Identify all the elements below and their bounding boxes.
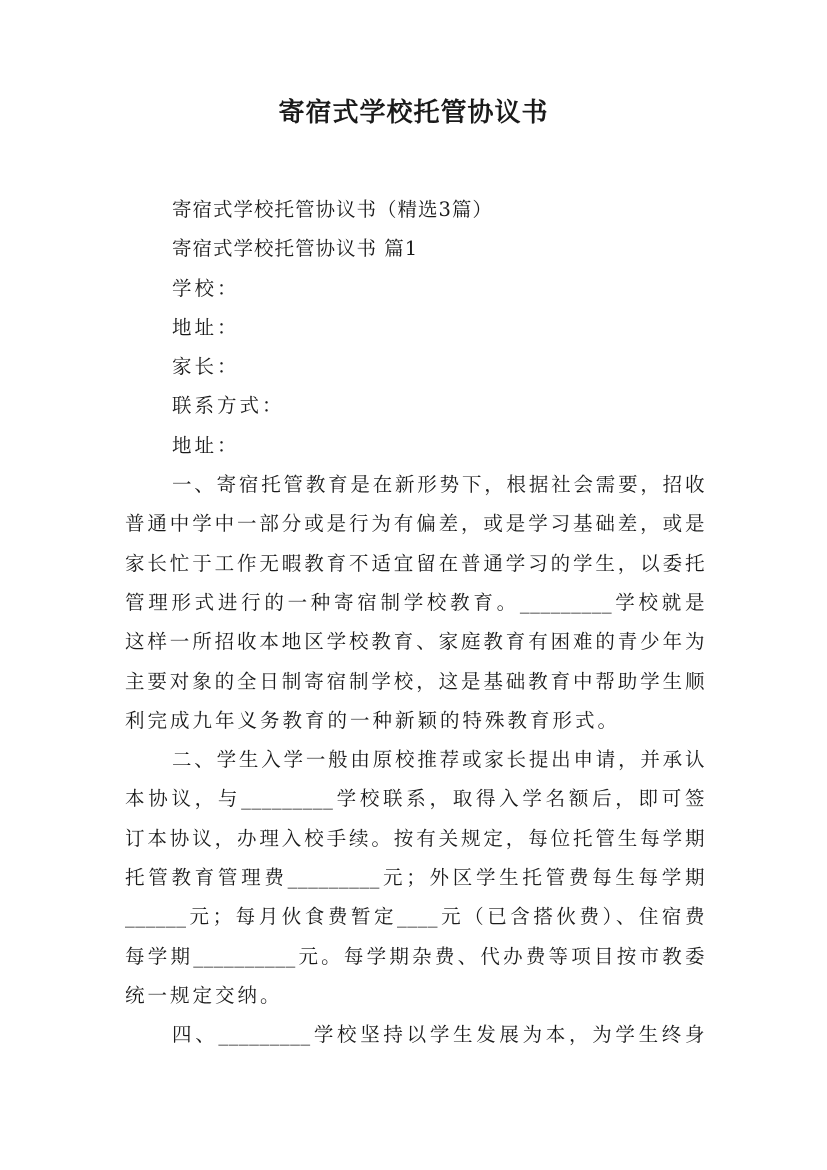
paragraph-line: 每学期__________元。每学期杂费、代办费等项目按市教委 (125, 944, 705, 968)
paragraph-line: 一、寄宿托管教育是在新形势下，根据社会需要，招收 (172, 473, 705, 497)
field-parent: 家长： (172, 355, 240, 379)
paragraph-line: 托管教育管理费_________元；外区学生托管费每生每学期 (125, 866, 705, 890)
field-contact: 联系方式： (172, 394, 285, 418)
paragraph-line: 普通中学中一部分或是行为有偏差，或是学习基础差，或是 (125, 512, 705, 536)
subtitle-line: 寄宿式学校托管协议书（精选3篇） (172, 198, 493, 221)
paragraph-line: 家长忙于工作无暇教育不适宜留在普通学习的学生，以委托 (125, 551, 705, 575)
paragraph-line: 管理形式进行的一种寄宿制学校教育。_________学校就是 (125, 590, 705, 614)
document-body (125, 190, 705, 1055)
paragraph-line: 二、学生入学一般由原校推荐或家长提出申请，并承认 (172, 748, 705, 772)
field-address-2: 地址： (172, 433, 240, 457)
paragraph-line: 四、_________学校坚持以学生发展为本，为学生终身 (172, 1023, 705, 1047)
paragraph-line: 本协议，与_________学校联系，取得入学名额后，即可签 (125, 787, 705, 811)
field-school: 学校： (172, 276, 240, 300)
paragraph-line: 这样一所招收本地区学校教育、家庭教育有困难的青少年为 (125, 630, 705, 654)
section-heading: 寄宿式学校托管协议书 篇1 (172, 237, 419, 261)
paragraph-line-end: 统一规定交纳。 (125, 983, 283, 1007)
document-title: 寄宿式学校托管协议书 (278, 98, 549, 128)
paragraph-line: 订本协议，办理入校手续。按有关规定，每位托管生每学期 (125, 826, 705, 850)
paragraph-line: 主要对象的全日制寄宿制学校，这是基础教育中帮助学生顺 (125, 669, 705, 693)
paragraph-line: ______元；每月伙食费暂定____元（已含搭伙费）、住宿费 (125, 905, 705, 929)
field-address: 地址： (172, 315, 240, 339)
paragraph-line-end: 利完成九年义务教育的一种新颖的特殊教育形式。 (125, 708, 621, 732)
